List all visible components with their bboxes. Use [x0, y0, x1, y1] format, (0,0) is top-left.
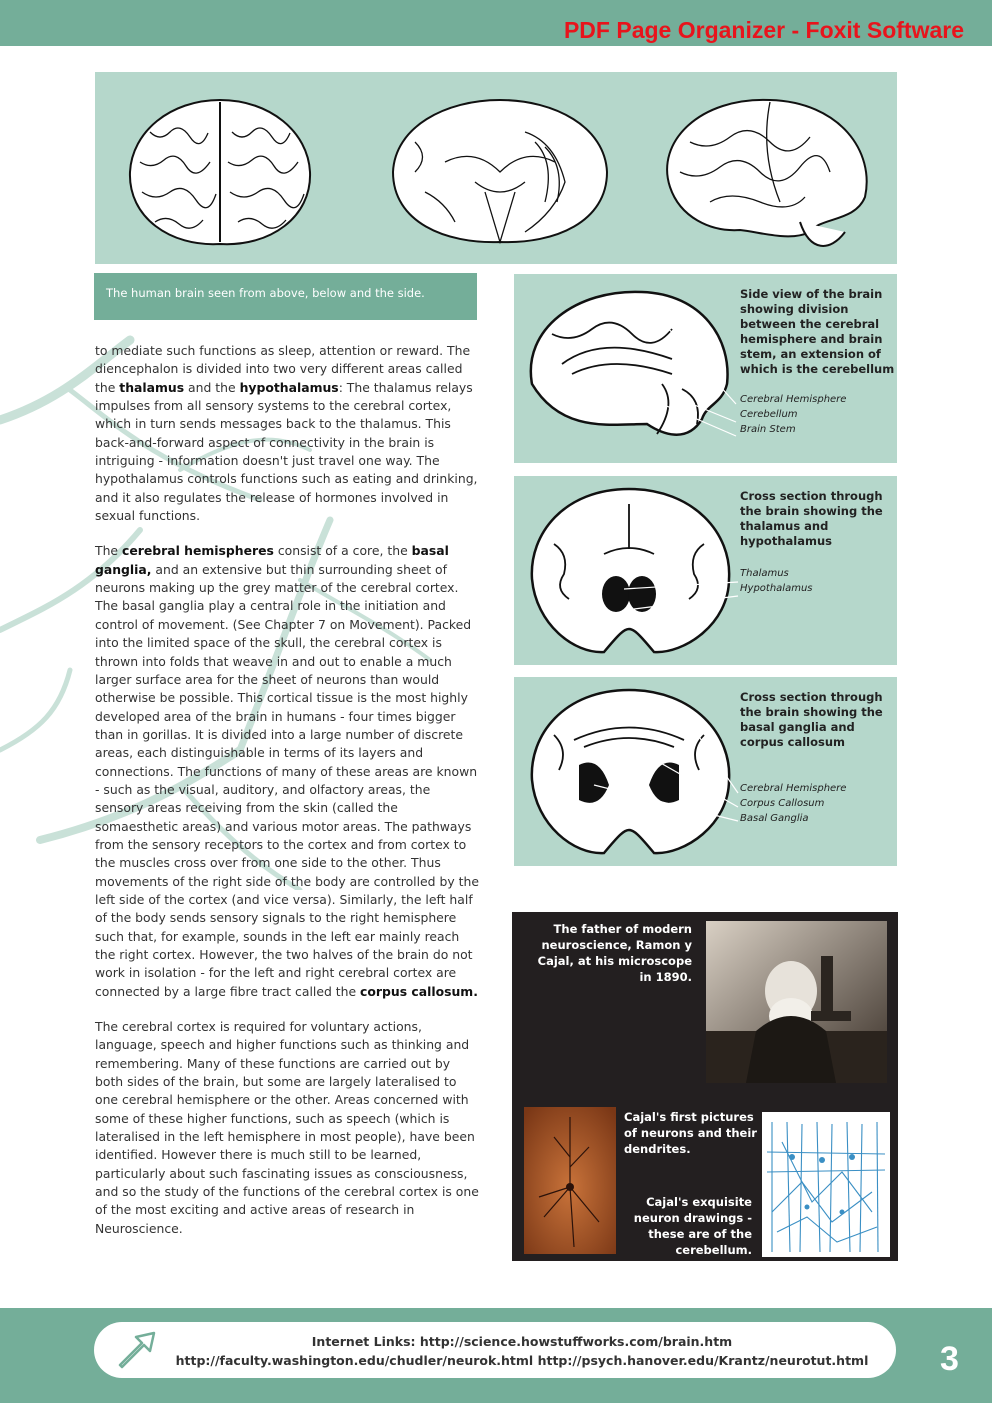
thalamus-labels: [740, 566, 813, 596]
thalamus-cross-section-panel: [514, 476, 897, 665]
brain-bottom-view-illustration: [385, 92, 615, 252]
coronal-basal-ganglia-illustration: [524, 685, 739, 860]
brain-side-view-illustration: [650, 92, 880, 257]
main-article-text: [95, 342, 480, 1255]
side-view-labels: [740, 392, 846, 437]
first-pictures-caption: Cajal's first pictures of neurons and their dendrites.: [624, 1110, 757, 1156]
label-brain-stem: Brain Stem: [740, 424, 796, 435]
basal-ganglia-cross-section-panel: [514, 677, 897, 866]
basal-ganglia-labels: [740, 781, 846, 826]
neuron-stain-photo: [524, 1107, 616, 1254]
label-hypothalamus: Hypothalamus: [740, 583, 813, 594]
brain-views-caption-text: The human brain seen from above, below and the side.: [106, 286, 425, 300]
paragraph-cerebral-cortex: The cerebral cortex is required for voluntary actions, language, speech and higher functions such as thinking and remembering. Many of these functions are carried out by both sides of the brain, but some are largely lateralised to one cerebral hemisphere or the other. Areas concerned with some of these higher functions, such as speech (which is lateralised in the left hemisphere in most people), have been identified. However there is much still to be learned, particularly about such fascinating issues as consciousness, and so the study of the functions of the cerebral cortex is one of the most exciting and active areas of research in Neuroscience.: [95, 1019, 479, 1236]
label-cerebral-hemisphere-2: Cerebral Hemisphere: [740, 783, 847, 794]
label-cerebellum: Cerebellum: [740, 409, 798, 420]
cajal-photo-panel: [512, 912, 898, 1261]
cajal-portrait-photo: [706, 921, 887, 1083]
page-number: 3: [940, 1340, 959, 1378]
coronal-thalamus-illustration: [524, 484, 739, 659]
side-view-figure-panel: [514, 274, 897, 463]
label-thalamus: Thalamus: [740, 568, 789, 579]
internet-links-line2[interactable]: http://faculty.washington.edu/chudler/neurok.html http://psych.hanover.edu/Krantz/neurotut.html: [175, 1353, 869, 1368]
label-basal-ganglia: Basal Ganglia: [740, 813, 809, 824]
cerebellum-drawing: [762, 1112, 890, 1257]
internet-links: [150, 1332, 894, 1370]
sagittal-brain-illustration: [522, 284, 737, 454]
side-view-description: Side view of the brain showing division between the cerebral hemisphere and brain stem, an extension of which is the cerebellum: [740, 287, 895, 376]
brain-views-caption: [94, 273, 477, 320]
brain-top-view-illustration: [120, 92, 320, 252]
brain-views-figure: [95, 72, 897, 264]
paragraph-diencephalon: to mediate such functions as sleep, attention or reward. The diencephalon is divided into two very different areas called the thalamus and the hypothalamus: The thalamus relays impulses from all sensory systems to the cerebral cortex, which in turn sends messages back to the thalamus. This back-and-forward aspect of connectivity in the brain is intriguing - information doesn't just travel one way. The hypothalamus controls functions such as eating and drinking, and it also regulates the release of hormones involved in sexual functions.: [95, 343, 478, 524]
neuron-drawings-caption: Cajal's exquisite neuron drawings - these are of the cerebellum.: [633, 1195, 752, 1257]
paragraph-cerebral-hemispheres: The cerebral hemispheres consist of a core, the basal ganglia, and an extensive but thin surrounding sheet of neurons making up the grey matter of the cerebral cortex. The basal ganglia play a central role in the initiation and control of movement. (See Chapter 7 on Movement). Packed into the limited space of the skull, the cerebral cortex is thrown into folds that weave in and out to enable a much larger surface area for the sheet of neurons than would otherwise be possible. This cortical tissue is the most highly developed area of the brain in humans - four times bigger than in gorillas. It is divided into a large number of discrete areas, each distinguishable in terms of its layers and connections. The functions of many of these areas are known - such as the visual, auditory, and olfactory areas, the sensory areas receiving from the skin (called the somaesthetic areas) and various motor areas. The pathways from the sensory receptors to the cortex and from cortex to the muscles cross over from one side to the other. Thus movements of the right side of the body are controlled by the left side of the cortex (and vice versa). Similarly, the left half of the body sends sensory signals to the right hemisphere such that, for example, sounds in the left ear mainly reach the right cortex. However, the two halves of the brain do not work in isolation - for the left and right cerebral cortex are connected by a large fibre tract called the corpus callosum.: [95, 543, 479, 999]
internet-links-line1[interactable]: Internet Links: http://science.howstuffworks.com/brain.htm: [311, 1334, 733, 1349]
thalamus-description: Cross section through the brain showing the thalamus and hypothalamus: [740, 489, 883, 548]
page-header-title: PDF Page Organizer - Foxit Software: [563, 17, 964, 43]
label-cerebral-hemisphere: Cerebral Hemisphere: [740, 394, 847, 405]
label-corpus-callosum: Corpus Callosum: [740, 798, 825, 809]
basal-ganglia-description: Cross section through the brain showing the basal ganglia and corpus callosum: [740, 690, 883, 749]
cajal-portrait-caption: The father of modern neuroscience, Ramon y Cajal, at his microscope in 1890.: [537, 922, 692, 984]
